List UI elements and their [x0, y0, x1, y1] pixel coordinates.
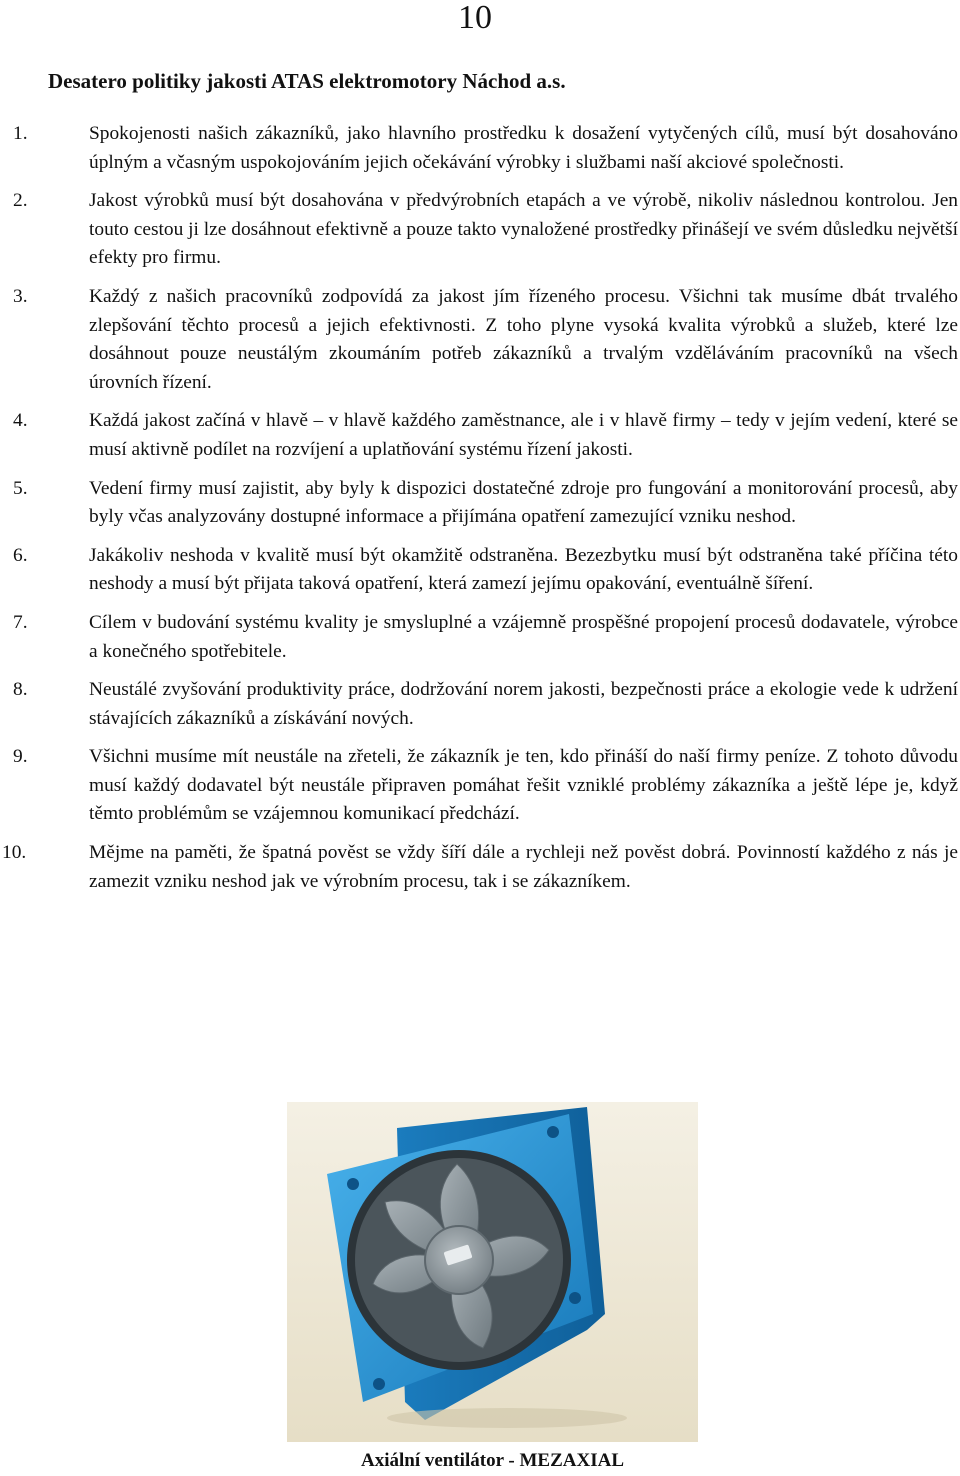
- item-number: 3.: [13, 285, 28, 307]
- mount-hole: [547, 1126, 559, 1138]
- item-number: 5.: [13, 477, 28, 499]
- mount-hole: [347, 1178, 359, 1190]
- figure-caption: Axiální ventilátor - MEZAXIAL: [360, 1450, 624, 1471]
- document-title: Desatero politiky jakosti ATAS elektromotory Náchod a.s.: [48, 69, 566, 93]
- list-item: [0, 187, 958, 273]
- item-text: Cílem v budování systému kvality je smysluplné a vzájemně prospěšné propojení procesů dodavatele, výrobce a konečného spotřebitele.: [89, 611, 958, 662]
- item-text: Spokojenosti našich zákazníků, jako hlavního prostředku k dosažení vytyčených cílů, musí být dosahováno úplným a včasným uspokojováním jejich očekávání výrobky i službami naší akciové společnosti.: [89, 123, 958, 173]
- item-number: 4.: [13, 410, 28, 432]
- policy-list: [0, 120, 958, 896]
- list-item: [0, 542, 958, 599]
- list-item: [0, 283, 958, 397]
- item-text: Každý z našich pracovníků zodpovídá za jakost jím řízeného procesu. Všichni tak musíme dbát trvalého zlepšování těchto procesů a jejich efektivnosti. Z toho plyne vysoká kvalita výrobků a služeb, které lze dosáhnout pouze neustálým zkoumáním potřeb zákazníků a trvalým vzděláváním pracovníků na všech úrovních řízení.: [89, 285, 958, 393]
- item-number: 8.: [13, 679, 28, 701]
- list-item: [0, 676, 958, 733]
- list-item: [0, 609, 958, 666]
- list-item: [0, 475, 958, 532]
- list-item: [0, 407, 958, 464]
- list-item: [0, 839, 958, 896]
- item-text: Mějme na paměti, že špatná pověst se vždy šíří dále a rychleji než pověst dobrá. Povinností každého z nás je zamezit vzniku neshod jak ve výrobním procesu, tak i se zákazníkem.: [89, 842, 958, 892]
- item-number: 9.: [13, 746, 28, 768]
- item-text: Všichni musíme mít neustále na zřeteli, že zákazník je ten, kdo přináší do naší firmy peníze. Z tohoto důvodu musí každý dodavatel být neustále připraven pomáhat řešit vzniklé problémy zákazníka a ještě lépe je, když těmto problémům se vzájemnou komunikací předchází.: [89, 746, 958, 825]
- item-text: Každá jakost začíná v hlavě – v hlavě každého zaměstnance, ale i v hlavě firmy – tedy v jejím vedení, které se musí aktivně podílet na rozvíjení a uplatňování systému řízení jakosti.: [89, 410, 958, 460]
- item-text: Neustálé zvyšování produktivity práce, dodržování norem jakosti, bezpečnosti práce a ekologie vede k udržení stávajících zákazníků a získávání nových.: [89, 679, 958, 729]
- item-number: 2.: [13, 190, 28, 212]
- fan-shadow: [387, 1408, 627, 1428]
- fan-figure: [287, 1102, 698, 1442]
- item-text: Jakost výrobků musí být dosahována v předvýrobních etapách a ve výrobě, nikoliv následnou kontrolou. Jen touto cestou ji lze dosáhnout efektivně a pouze takto vynaložené prostředky přinášejí ve svém důsledku největší efekty pro firmu.: [89, 190, 958, 269]
- item-number: 6.: [13, 544, 28, 566]
- list-item: [0, 743, 958, 829]
- list-item: [0, 120, 958, 177]
- item-number: 7.: [13, 611, 28, 633]
- item-text: Jakákoliv neshoda v kvalitě musí být okamžitě odstraněna. Bezezbytku musí být odstraněna také příčina této neshody a musí být přijata taková opatření, která zamezí jejímu opakování, eventuálně šíření.: [89, 544, 958, 595]
- mount-hole: [569, 1292, 581, 1304]
- fan-photo: [287, 1102, 698, 1442]
- mount-hole: [373, 1378, 385, 1390]
- item-text: Vedení firmy musí zajistit, aby byly k dispozici dostatečné zdroje pro fungování a monitorování procesů, aby byly včas analyzovány dostupné informace a přijímána opatření zamezující vzniku neshod.: [89, 477, 958, 528]
- item-number: 1.: [13, 123, 28, 144]
- item-number: 10.: [2, 842, 27, 864]
- page-number: 10: [458, 0, 492, 36]
